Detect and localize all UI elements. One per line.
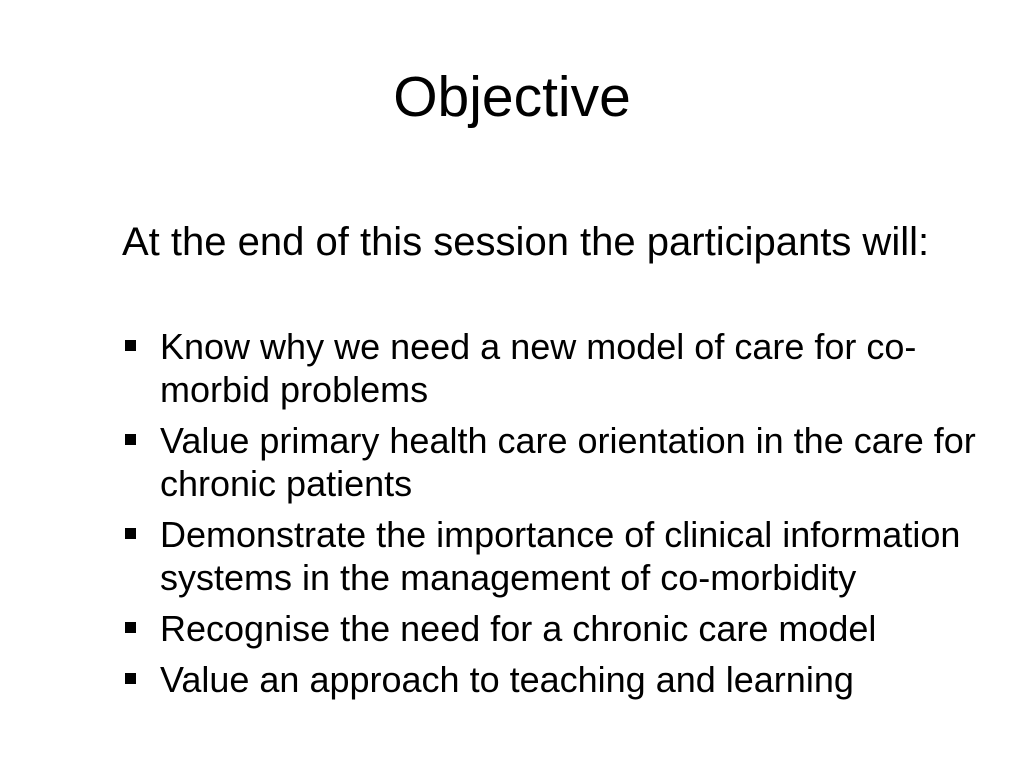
list-item-text: Value an approach to teaching and learning (160, 659, 854, 700)
square-bullet-icon (125, 340, 136, 351)
square-bullet-icon (125, 528, 136, 539)
list-item (122, 325, 1002, 411)
list-item (122, 607, 1002, 650)
slide-title: Objective (393, 65, 631, 129)
objectives-list (122, 325, 1002, 709)
list-item-text: Recognise the need for a chronic care model (160, 608, 877, 649)
list-item-text: Demonstrate the importance of clinical information systems in the management of co-morbidity (160, 514, 961, 598)
list-item-text: Value primary health care orientation in the care for chronic patients (160, 420, 976, 504)
list-item (122, 419, 1002, 505)
intro-text: At the end of this session the participants will: (122, 220, 930, 264)
list-item (122, 658, 1002, 701)
square-bullet-icon (125, 434, 136, 445)
list-item (122, 513, 1002, 599)
square-bullet-icon (125, 622, 136, 633)
square-bullet-icon (125, 673, 136, 684)
list-item-text: Know why we need a new model of care for co-morbid problems (160, 326, 917, 410)
